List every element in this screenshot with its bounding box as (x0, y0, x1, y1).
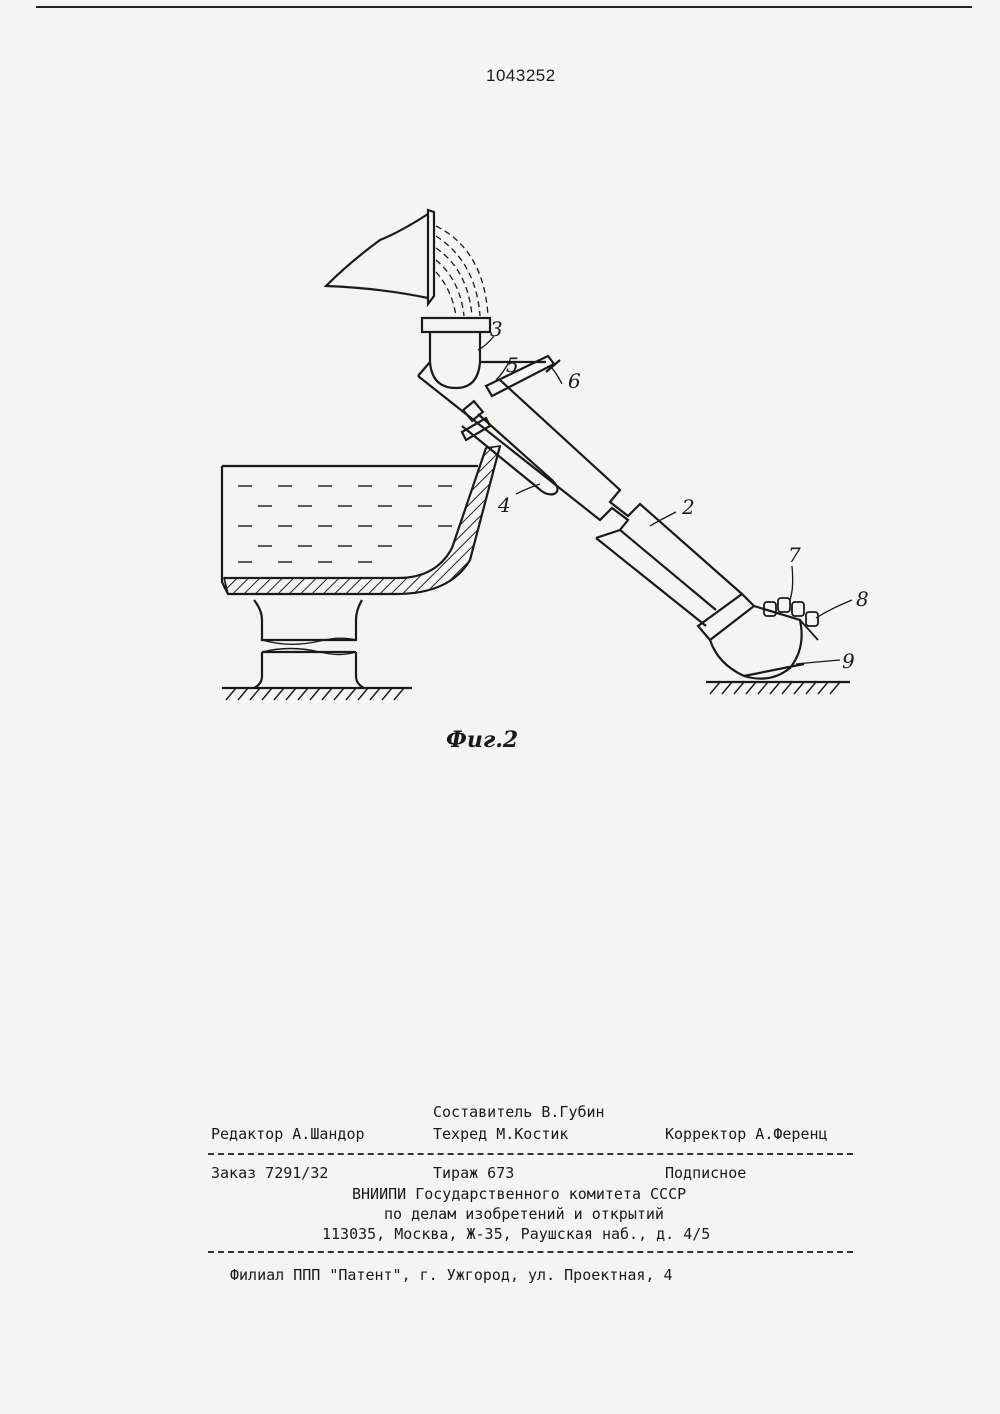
label-5: 5 (506, 353, 519, 377)
imprint-subscription: Подписное (665, 1164, 747, 1182)
label-7: 7 (788, 543, 801, 567)
imprint-address: 113035, Москва, Ж-35, Раушская наб., д. 4/5 (322, 1225, 711, 1243)
metal-stream (436, 226, 488, 316)
label-9: 9 (842, 649, 855, 673)
leader-lines (478, 336, 852, 664)
label-2: 2 (682, 495, 695, 519)
separator-1 (208, 1153, 853, 1155)
label-6: 6 (568, 369, 581, 393)
imprint-org-line1: ВНИИПИ Государственного комитета СССР (352, 1185, 687, 1203)
imprint-branch: Филиал ППП "Патент", г. Ужгород, ул. Проектная, 4 (230, 1266, 673, 1284)
label-4: 4 (498, 493, 511, 517)
imprint-editor: Редактор А.Шандор (211, 1125, 365, 1143)
imprint-compiler: Составитель В.Губин (433, 1103, 605, 1121)
bath-vessel (222, 446, 500, 594)
pedestal (254, 600, 364, 688)
pipe-2 (418, 360, 742, 626)
liquid (238, 486, 452, 562)
imprint-org-line2: по делам изобретений и открытий (384, 1205, 664, 1223)
patent-number: 1043252 (486, 66, 556, 85)
elbow-9 (710, 606, 804, 679)
cutting-teeth-7-8 (764, 598, 818, 640)
separator-2 (208, 1251, 853, 1253)
receiver-3 (418, 318, 490, 388)
label-8: 8 (856, 587, 869, 611)
imprint-circulation: Тираж 673 (433, 1164, 515, 1182)
label-3: 3 (490, 317, 503, 341)
figure-caption: Фиг.2 (446, 727, 519, 753)
imprint-corrector: Корректор А.Ференц (665, 1125, 828, 1143)
imprint-techred: Техред М.Костик (433, 1125, 569, 1143)
pouring-ladle (326, 210, 434, 304)
imprint-order: Заказ 7291/32 (211, 1164, 329, 1182)
